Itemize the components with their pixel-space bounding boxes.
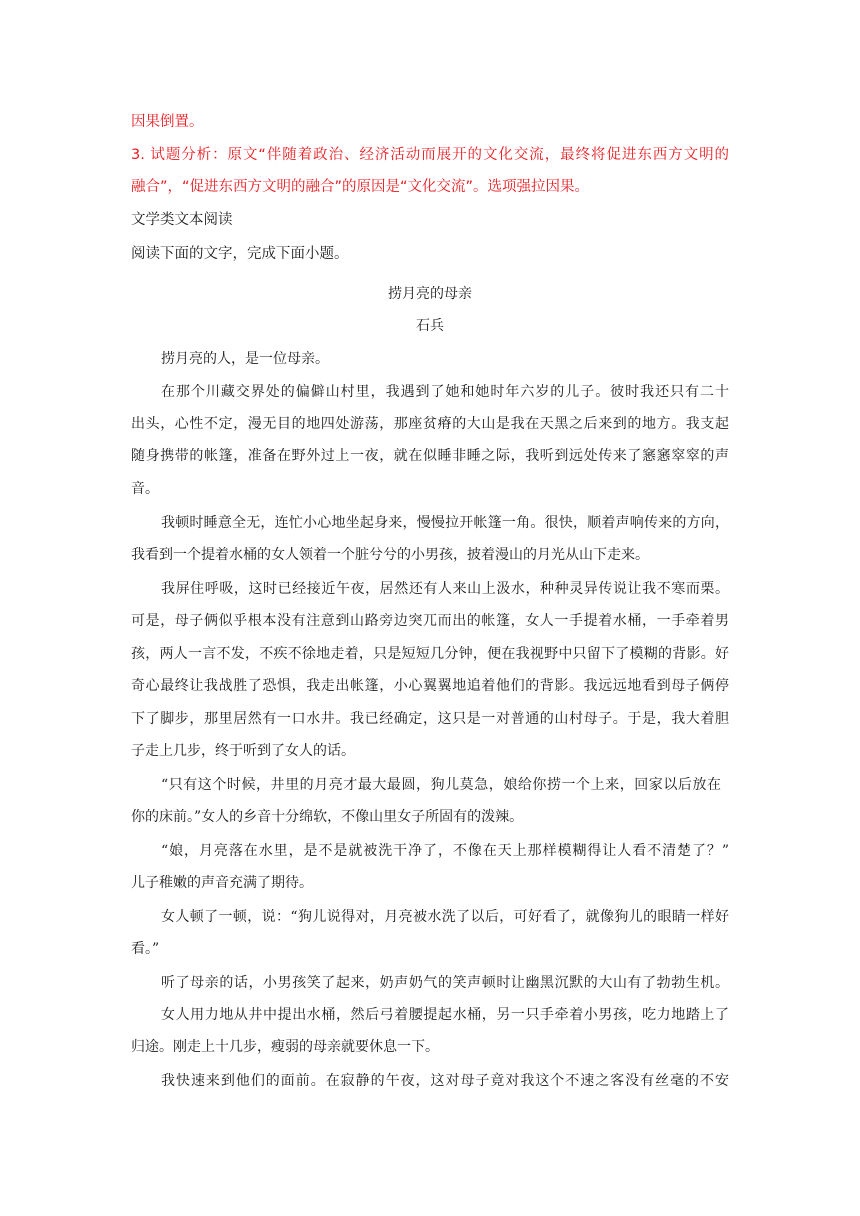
article-line: 我顿时睡意全无，连忙小心地坐起身来，慢慢拉开帐篷一角。很快，顺着声响传来的方向， [161, 515, 729, 531]
article-line: 随身携带的帐篷，准备在野外过上一夜，就在似睡非睡之际，我听到远处传来了窸窸窣窣的声 [131, 448, 729, 464]
article-line: 你的床前。”女人的乡音十分绵软，不像山里女子所固有的泼辣。 [131, 809, 524, 825]
article-author: 石兵 [416, 318, 444, 334]
article-line: 音。 [131, 481, 159, 497]
article-line: 在那个川藏交界处的偏僻山村里，我遇到了她和她时年六岁的儿子。彼时我还只有二十 [161, 384, 729, 400]
article-line: 我看到一个提着水桶的女人领着一个脏兮兮的小男孩，披着漫山的月光从山下走来。 [131, 547, 649, 563]
analysis-line-2: 融合”，“促进东西方文明的融合”的原因是“文化交流”。选项强拉因果。 [131, 179, 590, 195]
article-line: “娘，月亮落在水里，是不是就被洗干净了，不像在天上那样模糊得让人看不清楚了？” [161, 843, 729, 859]
article-line: 女人用力地从井中提出水桶，然后弓着腰提起水桶，另一只手牵着小男孩，吃力地踏上了 [161, 1007, 729, 1023]
article-line: 奇心最终让我战胜了恐惧，我走出帐篷，小心翼翼地追着他们的背影。我远远地看到母子俩停 [131, 678, 729, 694]
article-line: “只有这个时候，井里的月亮才最大最圆，狗儿莫急，娘给你捞一个上来，回家以后放在 [161, 777, 721, 793]
instruction-text: 阅读下面的文字，完成下面小题。 [131, 246, 349, 262]
article-line: 孩，两人一言不发，不疾不徐地走着，只是短短几分钟，便在我视野中只留下了模糊的背影。好 [131, 646, 729, 662]
article-title: 捞月亮的母亲 [388, 286, 472, 302]
article-line: 儿子稚嫩的声音充满了期待。 [131, 875, 313, 891]
article-line: 我快速来到他们的面前。在寂静的午夜，这对母子竟对我这个不速之客没有丝毫的不安 [161, 1073, 729, 1089]
answer-tail: 因果倒置。 [131, 114, 204, 130]
article-line: 可是，母子俩似乎根本没有注意到山路旁边突兀而出的帐篷，女人一手提着水桶，一手牵着男 [131, 613, 729, 629]
article-line: 下了脚步，那里居然有一口水井。我已经确定，这只是一对普通的山村母子。于是，我大着胆 [131, 711, 729, 727]
article-line: 女人顿了一顿，说：“狗儿说得对，月亮被水洗了以后，可好看了，就像狗儿的眼睛一样好 [161, 909, 729, 925]
article-line: 子走上几步，终于听到了女人的话。 [131, 743, 355, 759]
article-line: 看。” [131, 941, 160, 957]
article-line: 归途。刚走上十几步，瘦弱的母亲就要休息一下。 [131, 1039, 439, 1055]
section-title: 文学类文本阅读 [131, 212, 233, 228]
article-line: 出头，心性不定，漫无目的地四处游荡，那座贫瘠的大山是我在天黑之后来到的地方。我支起 [131, 416, 729, 432]
article-line: 我屏住呼吸，这时已经接近午夜，居然还有人来山上汲水，种种灵异传说让我不寒而栗。 [161, 581, 729, 597]
article-line: 捞月亮的人，是一位母亲。 [161, 351, 329, 367]
analysis-line-1: 3. 试题分析：原文“伴随着政治、经济活动而展开的文化交流，最终将促进东西方文明的 [131, 147, 729, 163]
article-line: 听了母亲的话，小男孩笑了起来，奶声奶气的笑声顿时让幽黑沉默的大山有了勃勃生机。 [161, 975, 729, 991]
